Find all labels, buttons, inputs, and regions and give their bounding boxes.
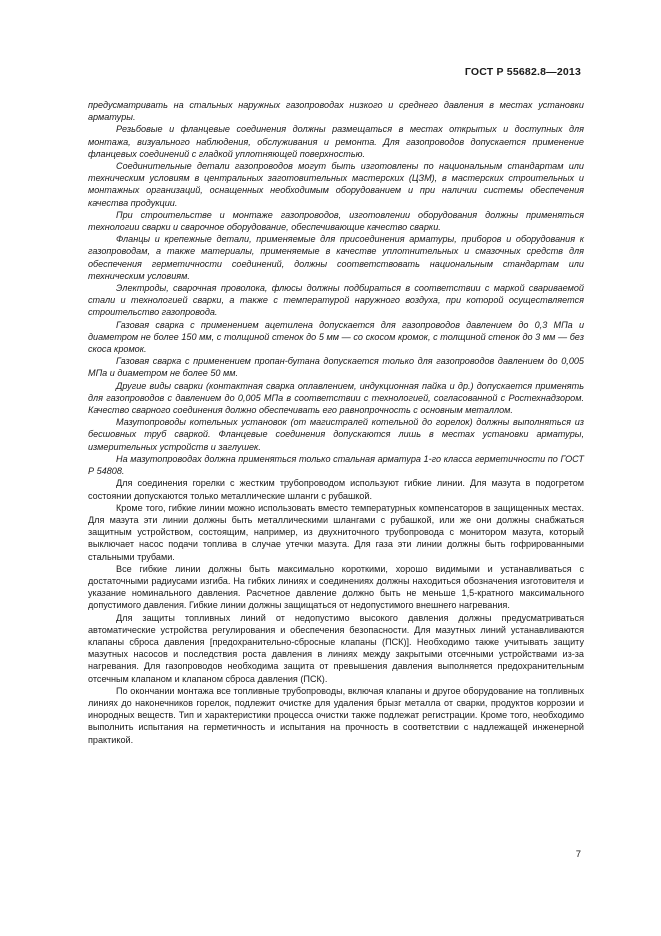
paragraph: Газовая сварка с применением пропан-бутана допускается только для газопроводов давлением до 0,005 МПа и диаметром не более 50 мм.	[88, 356, 584, 379]
body-text	[88, 99, 584, 746]
paragraph: Резьбовые и фланцевые соединения должны размещаться в местах открытых и доступных для монтажа, визуального наблюдения, обслуживания и ремонта. Для газопроводов допускается применение фланцевых соединений с гладкой уплотняющей поверхностью.	[88, 124, 584, 159]
paragraph: На мазутопроводах должна применяться только стальная арматура 1-го класса герметичности по ГОСТ Р 54808.	[88, 453, 584, 477]
paragraph: Для защиты топливных линий от недопустимо высокого давления должны предусматриваться автоматические устройства регулирования и обеспечения безопасности. Для мазутных линий устанавливаются клапаны сброса давления [предохранительно-сбросные клапаны (ПСК)]. Необходимо также учитывать защиту мазутных насосов и последствия роста давления в линиях между закрытыми отсечными устройствами из-за нагревания. Для газопроводов необходима защита от превышения давления выполняется предохранительным отсечным клапаном и клапаном сброса давления (ПСК).	[88, 612, 584, 684]
paragraph: Электроды, сварочная проволока, флюсы должны подбираться в соответствии с маркой свариваемой стали и технологией сварки, а также с температурой наружного воздуха, при которой осуществляется строительство газопровода.	[88, 283, 584, 318]
paragraph: Все гибкие линии должны быть максимально короткими, хорошо видимыми и устанавливаться с достаточными радиусами изгиба. На гибких линиях и соединениях должны находиться обозначения изготовителя и указание номинального давления. Расчетное давление должно быть не меньше 1,5-кратного максимального допустимого давления. Гибкие линии должны защищаться от недопустимого внешнего нагревания.	[88, 563, 584, 611]
paragraph: предусматривать на стальных наружных газопроводах низкого и среднего давления в местах установки арматуры.	[88, 100, 584, 123]
document-number-header: ГОСТ Р 55682.8—2013	[464, 66, 581, 78]
paragraph: По окончании монтажа все топливные трубопроводы, включая клапаны и другое оборудование на топливных линиях до наконечников горелок, подлежит очистке для удаления брызг металла от сварки, продуктов коррозии и инородных веществ. Тип и характеристики процесса очистки также подлежат регистрации. Кроме того, необходимо выполнить испытания на герметичность и испытания на прочность в соответствии с надлежащей инженерной практикой.	[88, 685, 584, 745]
paragraph: Другие виды сварки (контактная сварка оплавлением, индукционная пайка и др.) допускается применять для газопроводов с давлением до 0,005 МПа в соответствии с технологией, согласованной с Ростехнадзором. Качество сварного соединения должно обеспечивать его равнопрочность с основным металлом.	[88, 380, 584, 416]
paragraph: При строительстве и монтаже газопроводов, изготовлении оборудования должны применяться технологии сварки и сварочное оборудование, обеспечивающие качество сварки.	[88, 209, 584, 233]
paragraph: Фланцы и крепежные детали, применяемые для присоединения арматуры, приборов и оборудования к газопроводам, а также материалы, применяемые в качестве уплотнительных и смазочных средств для обеспечения герметичности соединений, должны соответствовать национальным стандартам или техническим условиям.	[88, 234, 584, 281]
paragraph: Кроме того, гибкие линии можно использовать вместо температурных компенсаторов в защищенных местах. Для мазута эти линии должны быть металлическими шлангами с рубашкой, или же они должны снабжаться защитным устройством, состоящим, например, из двухниточного трубопровода с монитором мазута, который выключает насос подачи топлива в случае утечки мазута. Для газа эти линии должны быть гофрированными стальными трубами.	[88, 502, 584, 562]
paragraph: Для соединения горелки с жестким трубопроводом используют гибкие линии. Для мазута в подогретом состоянии допускаются только металлические шланги с рубашкой.	[88, 478, 584, 501]
page-number: 7	[575, 849, 581, 860]
paragraph: Газовая сварка с применением ацетилена допускается для газопроводов давлением до 0,3 МПа и диаметром не более 150 мм, с толщиной стенок до 5 мм — со скосом кромок, с толщиной стенок до 3 мм — без скоса кромок.	[88, 319, 584, 355]
paragraph: Мазутопроводы котельных установок (от магистралей котельной до горелок) должны выполняться из бесшовных труб сваркой. Фланцевые соединения допускаются лишь в местах установки арматуры, измерительных устройств и заглушек.	[88, 417, 584, 452]
paragraph: Соединительные детали газопроводов могут быть изготовлены по национальным стандартам или техническим условиям в центральных заготовительных мастерских (ЦЗМ), в мастерских строительных и монтажных организаций, оснащенных необходимым оборудованием и при наличии системы обеспечения качества продукции.	[88, 161, 584, 208]
